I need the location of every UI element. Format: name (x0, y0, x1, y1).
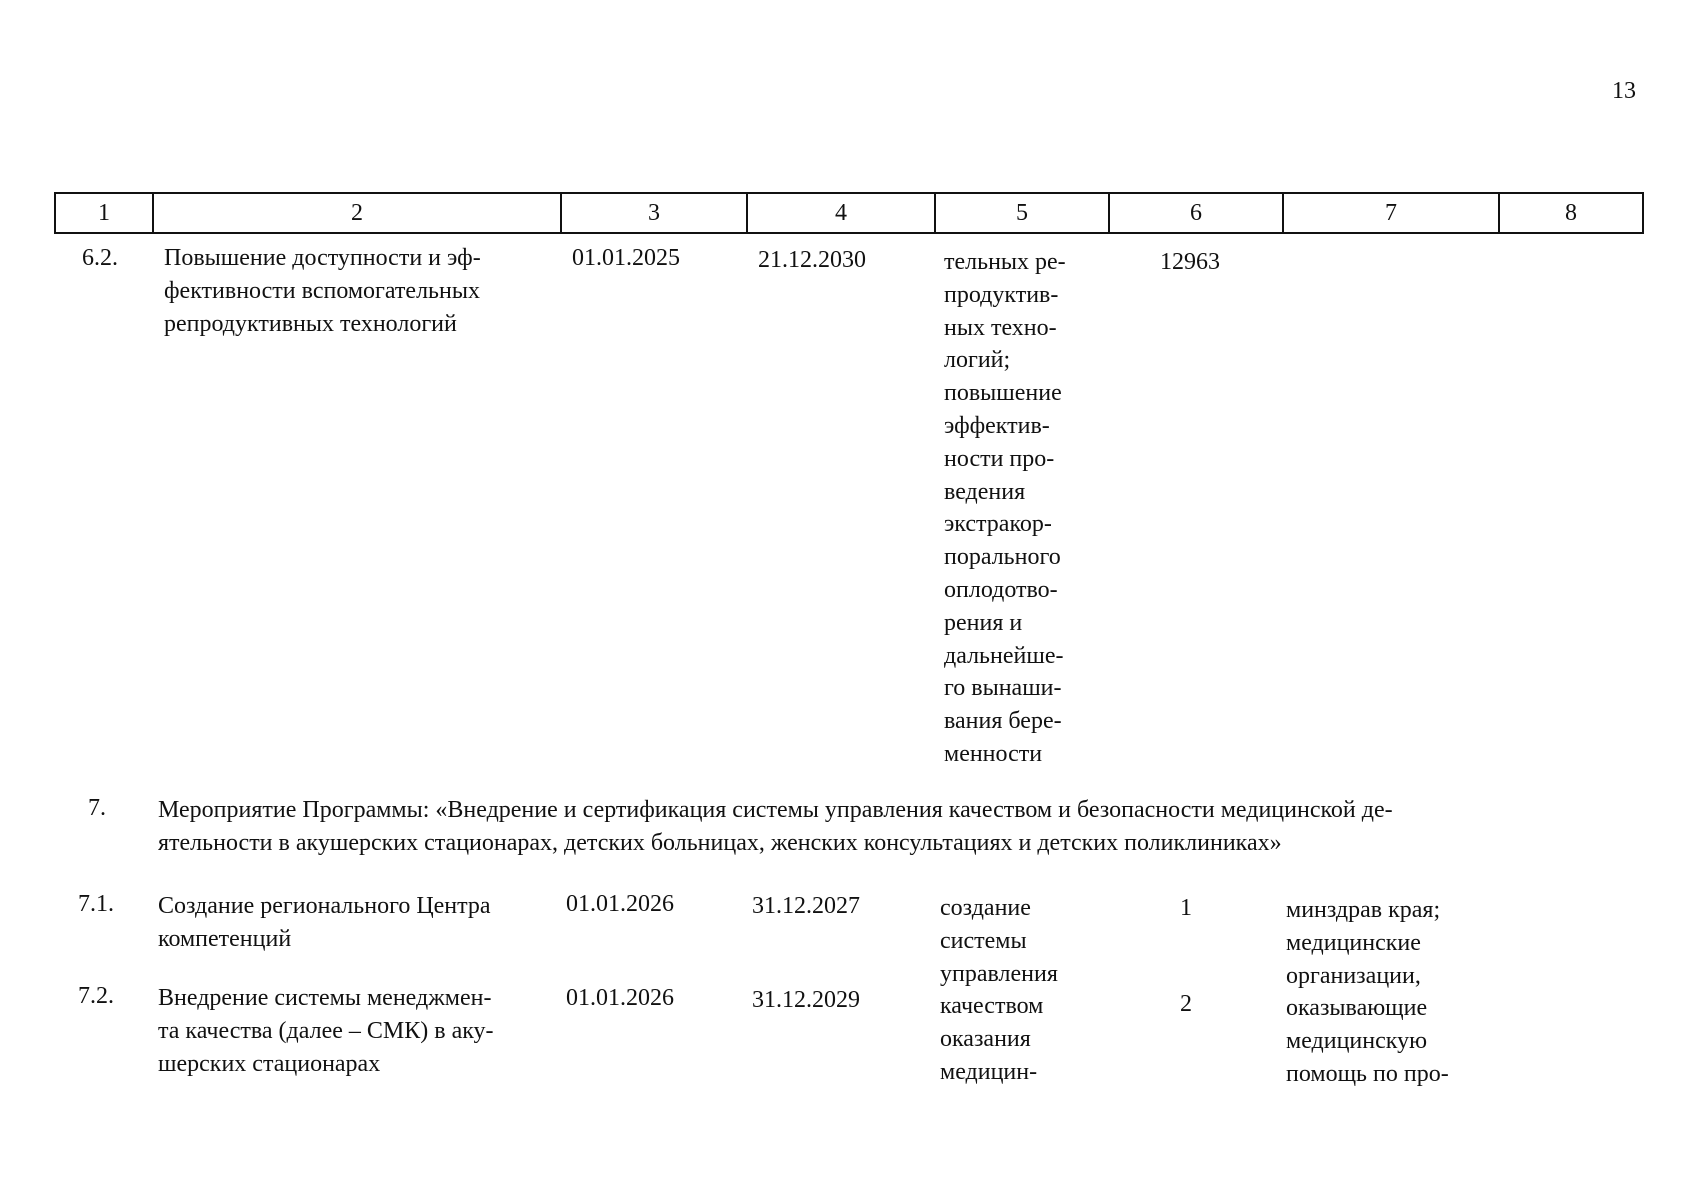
row-name-line: Повышение доступности и эф- (164, 245, 481, 271)
responsible-text (1286, 894, 1506, 1091)
header-cell-1: 1 (54, 192, 154, 234)
end-date: 21.12.2030 (758, 247, 866, 273)
result-line: порального (944, 544, 1061, 571)
row-number: 7.2. (78, 983, 114, 1009)
header-cell-2: 2 (152, 192, 562, 234)
result-line: логий; (944, 347, 1011, 374)
result-line: тельных ре- (944, 249, 1066, 275)
row-name-line: Внедрение системы менеджмен- (158, 985, 492, 1011)
section-number: 7. (88, 795, 106, 821)
result-line: управления (940, 960, 1058, 987)
row-name-line: фективности вспомогательных (164, 277, 480, 304)
row-number: 7.1. (78, 891, 114, 917)
responsible-line: оказывающие (1286, 995, 1428, 1022)
result-line: рения и (944, 609, 1023, 636)
result-line: эффектив- (944, 412, 1050, 439)
section-title-line: ятельности в акушерских стационарах, детских больницах, женских консультациях и детских поликлиниках» (158, 829, 1282, 856)
result-line: вания бере- (944, 708, 1062, 735)
indicator-value: 1 (1180, 895, 1192, 921)
start-date: 01.01.2025 (572, 245, 680, 271)
start-date: 01.01.2026 (566, 891, 674, 917)
row-name (164, 242, 564, 340)
header-cell-4: 4 (746, 192, 936, 234)
result-line: повышение (944, 380, 1062, 407)
header-cell-8: 8 (1498, 192, 1644, 234)
indicator-value: 2 (1180, 991, 1192, 1017)
row-name-line: та качества (далее – СМК) в аку- (158, 1017, 494, 1044)
start-date: 01.01.2026 (566, 985, 674, 1011)
end-date: 31.12.2027 (752, 893, 860, 919)
result-line: создание (940, 895, 1031, 921)
result-line: качеством (940, 993, 1044, 1020)
result-line: ных техно- (944, 314, 1057, 341)
result-line: ведения (944, 478, 1026, 505)
section-title-line: Мероприятие Программы: «Внедрение и сертификация системы управления качеством и безопасности медицинской де- (158, 797, 1393, 823)
header-cell-7: 7 (1282, 192, 1500, 234)
responsible-line: организации, (1286, 962, 1421, 989)
result-line: оплодотво- (944, 576, 1058, 603)
indicator-value: 12963 (1160, 249, 1220, 275)
result-line: ности про- (944, 445, 1055, 472)
header-cell-3: 3 (560, 192, 748, 234)
result-line: дальнейше- (944, 642, 1064, 669)
result-line: медицин- (940, 1058, 1038, 1085)
row-name-line: компетенций (158, 925, 292, 952)
responsible-line: помощь по про- (1286, 1060, 1449, 1087)
result-text (944, 246, 1104, 771)
responsible-line: минздрав края; (1286, 897, 1441, 923)
result-line: оказания (940, 1026, 1031, 1053)
result-line: менности (944, 740, 1043, 767)
header-cell-6: 6 (1108, 192, 1284, 234)
shared-result-text (940, 892, 1100, 1089)
result-line: продуктив- (944, 281, 1059, 308)
header-cell-5: 5 (934, 192, 1110, 234)
row-name (158, 982, 568, 1080)
row-name-line: Создание регионального Центра (158, 893, 491, 919)
row-name-line: репродуктивных технологий (164, 310, 457, 337)
result-line: экстракор- (944, 511, 1052, 538)
row-number: 6.2. (82, 245, 118, 271)
responsible-line: медицинскую (1286, 1028, 1428, 1055)
end-date: 31.12.2029 (752, 987, 860, 1013)
section-title (158, 794, 1393, 860)
responsible-line: медицинские (1286, 929, 1421, 956)
page-number: 13 (1612, 78, 1636, 104)
result-line: системы (940, 927, 1027, 954)
result-line: го вынаши- (944, 675, 1062, 702)
row-name (158, 890, 558, 956)
row-name-line: шерских стационарах (158, 1050, 381, 1077)
